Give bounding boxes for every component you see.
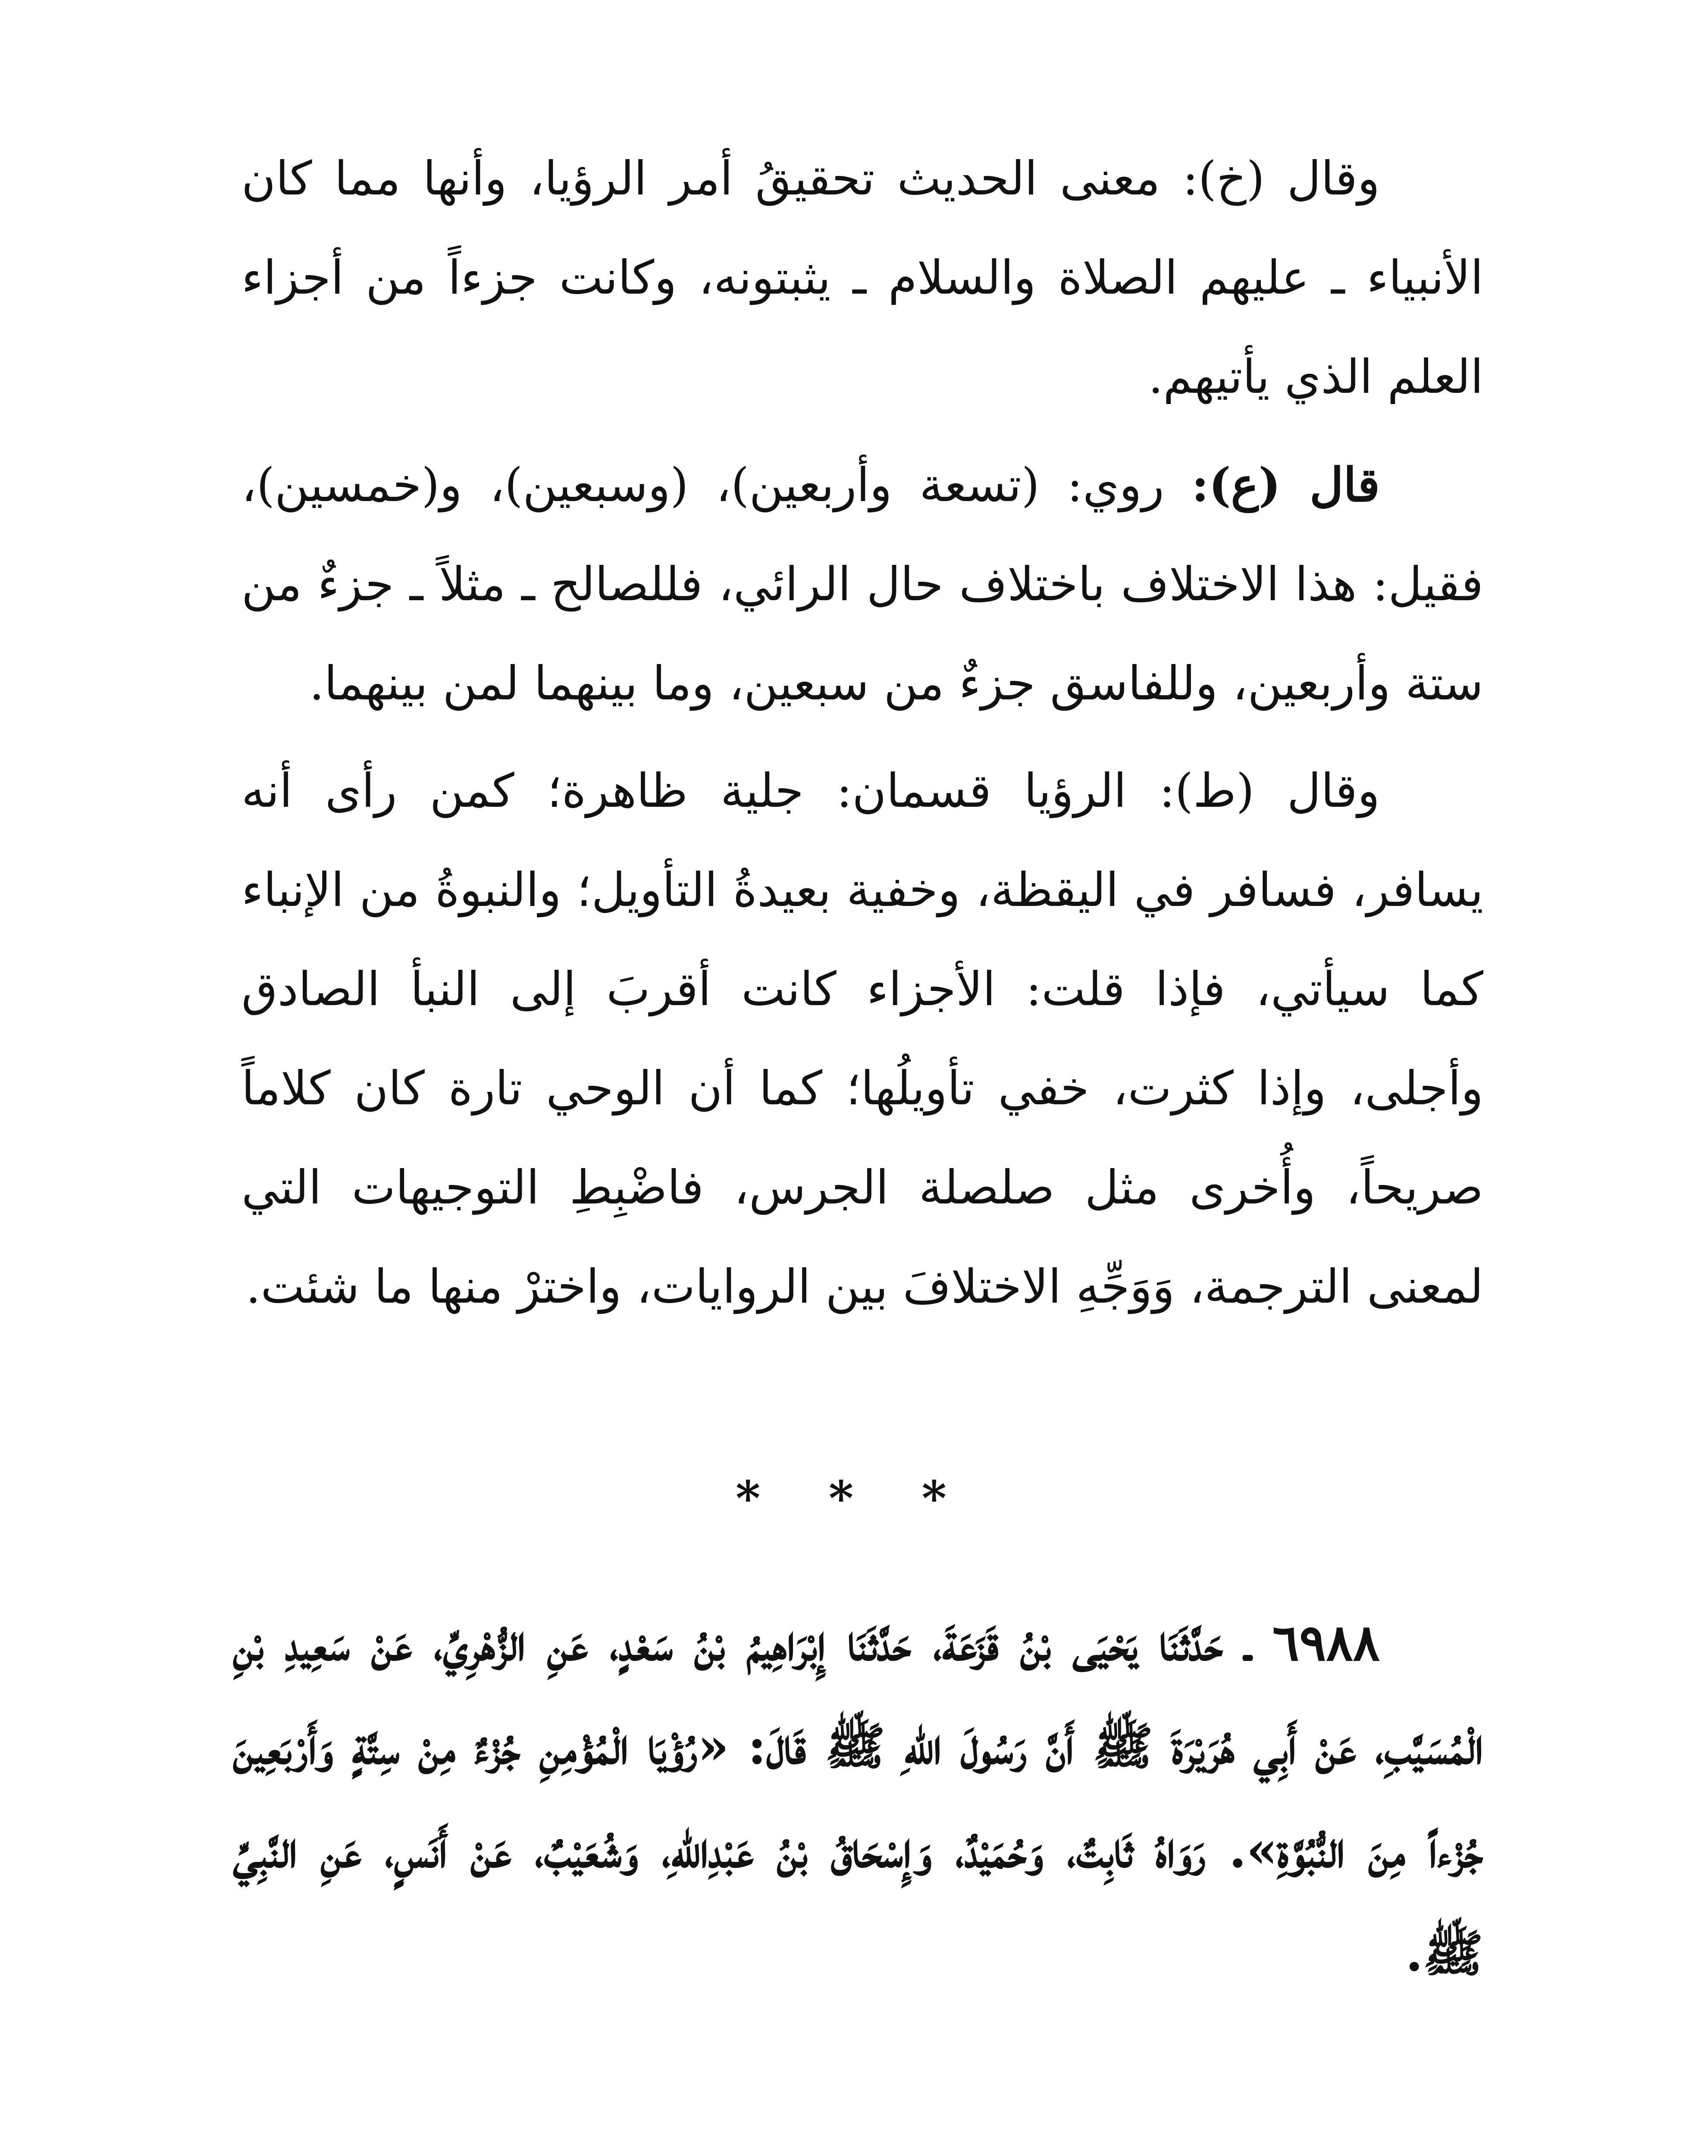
section-separator: * * * — [735, 1470, 973, 1526]
paragraph-iyad-text: روي: (تسعة وأربعين)، (وسبعين)، و(خمسين)، فقيل: هذا الاختلاف باختلاف حال الرائي، فللصالح ـ مثلاً ـ جزءٌ من ستة وأربعين، وللفاسق جزءٌ من سبعين، وما بينهما لمن بينهما. — [241, 458, 1483, 711]
paragraph-tabari: وقال (ط): الرؤيا قسمان: جلية ظاهرة؛ كمن رأى أنه يسافر، فسافر في اليقظة، وخفية بعيدةُ التأويل؛ والنبوةُ من الإنباء كما سيأتي، فإذا قلت: الأجزاء كانت أقربَ إلى النبأ الصادق وأجلى، وإذا كثرت، خفي تأويلُها؛ كما أن الوحي تارة كان كلاماً صريحاً، وأُخرى مثل صلصلة الجرس، فاضْبِطِ التوجيهات التي لمعنى الترجمة، وَوَجِّهِ الاختلافَ بين الروايات، واخترْ منها ما شئت. — [241, 764, 1483, 1314]
hadith-text: ٦٩٨٨ ـ حَدَّثَنَا يَحْيَى بْنُ قَزَعَةَ، حَدَّثَنَا إِبْرَاهِيمُ بْنُ سَعْدٍ، عَنِ الزُّهْرِيِّ، عَنْ سَعِيدِ بْنِ الْمُسَيَّبِ، عَنْ أَبِي هُرَيْرَةَ ﷺ أَنَّ رَسُولَ اللهِ ﷺ قَالَ: «رُؤْيَا الْمُؤْمِنِ جُزْءٌ مِنْ سِتَّةٍ وَأَرْبَعِينَ جُزْءاً مِنَ النُّبُوَّةِ». رَوَاهُ ثَابِتٌ، وَحُمَيْدٌ، وَإِسْحَاقُ بْنُ عَبْدِاللهِ، وَشُعَيْبٌ، عَنْ أَنَسٍ، عَنِ النَّبِيِّ ﷺ. — [233, 1614, 1483, 1983]
paragraph-iyad-lead: قال (ع): — [1191, 458, 1380, 512]
paragraph-khattabi: وقال (خ): معنى الحديث تحقيقُ أمر الرؤيا، وأنها مما كان الأنبياء ـ عليهم الصلاة والسلام ـ يثبتونه، وكانت جزءاً من أجزاء العلم الذي يأتيهم. — [241, 152, 1483, 404]
paragraph-iyad — [241, 436, 1483, 733]
